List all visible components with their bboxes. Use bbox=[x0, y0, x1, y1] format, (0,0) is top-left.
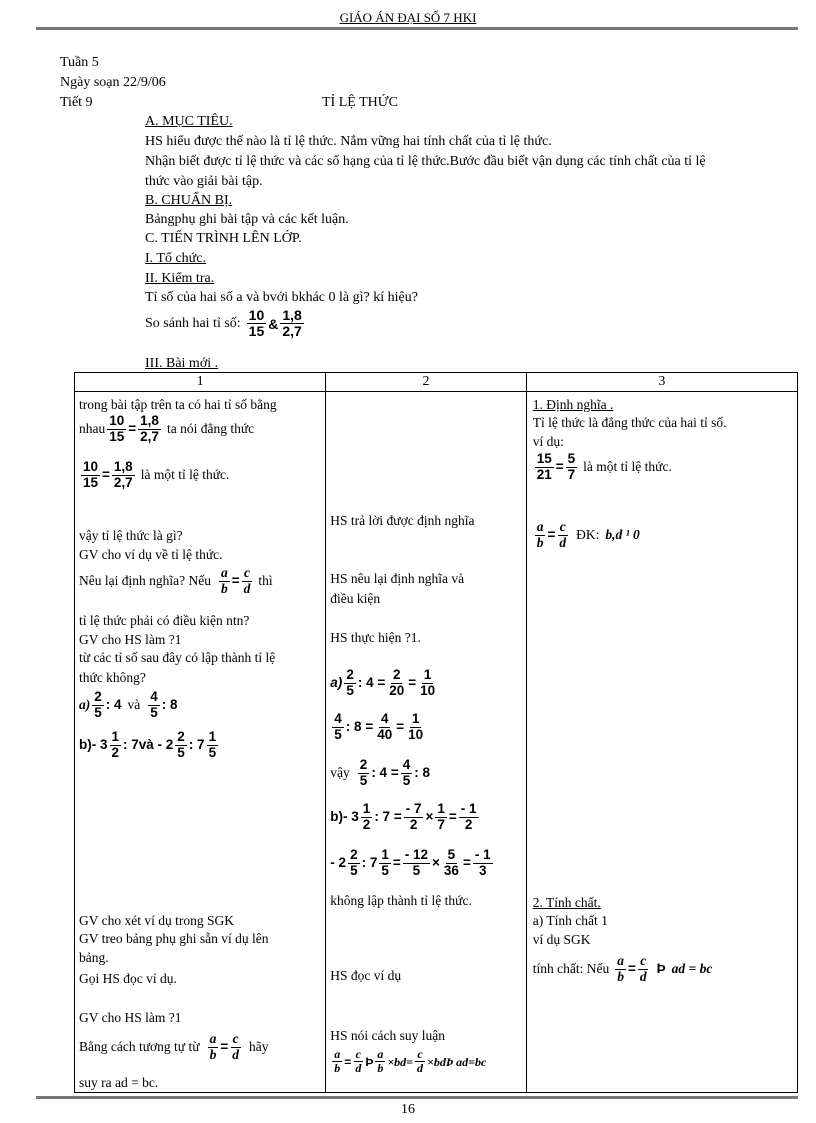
c2-line: HS nói cách suy luận bbox=[330, 1028, 446, 1043]
fraction: $\frac{c}{d}$ bbox=[559, 519, 567, 550]
preparation-heading: B. CHUẨN BỊ. bbox=[145, 193, 233, 208]
c2-conclusion-a: vậy $\frac{2}{5}$ : 4 = $\frac{4}{5}$ : 8 bbox=[330, 757, 430, 788]
c2-line: không lập thành tỉ lệ thức. bbox=[330, 893, 472, 908]
fraction: $\frac{5}{7}$ bbox=[567, 451, 576, 482]
fraction: $\frac{2}{5}$ bbox=[350, 847, 358, 878]
c1-exercise-a bbox=[79, 690, 178, 721]
fraction: $\frac{a}{b}$ bbox=[220, 565, 228, 596]
c1-line: trong bài tập trên ta có hai tỉ số bằng bbox=[79, 397, 277, 412]
c2-line: điều kiện bbox=[330, 591, 381, 606]
c1-text: hãy bbox=[248, 1039, 269, 1055]
fraction: $\frac{- 1}{2}$ bbox=[460, 801, 477, 832]
fraction-10-15: $\frac{10}{15}$ bbox=[248, 307, 265, 340]
board-column bbox=[526, 392, 797, 1093]
fraction: $\frac{2}{5}$ bbox=[359, 757, 368, 788]
c3-condition: $\frac{a}{b}$ = $\frac{c}{d}$ ĐK: b,d ¹ 0 bbox=[536, 519, 640, 550]
footer-rule bbox=[36, 1096, 798, 1099]
c3-line: a) Tính chất 1 bbox=[532, 913, 608, 928]
c1-text: a) bbox=[79, 697, 91, 713]
fraction: $\frac{4}{5}$ bbox=[150, 689, 158, 720]
c1-text: : 8 bbox=[161, 697, 178, 713]
c2-calc-a2: $\frac{4}{5}$ : 8 = $\frac{4}{40}$ = $\frac{1}{10}$ bbox=[334, 711, 424, 742]
c3-line: Tỉ lệ thức là đẳng thức của hai tỉ số. bbox=[532, 415, 727, 430]
fraction: $\frac{5}{36}$ bbox=[443, 847, 459, 878]
page-header-title: GIÁO ÁN ĐẠI SỐ 7 HKI bbox=[339, 10, 477, 25]
objectives-line-3: thức vào giải bài tập. bbox=[145, 174, 263, 189]
fraction: $\frac{1}{2}$ bbox=[362, 801, 371, 832]
c1-text: và bbox=[127, 697, 141, 713]
c1-text: : 7và - 2 bbox=[123, 737, 174, 753]
fraction: $\frac{- 1}{3}$ bbox=[474, 847, 491, 878]
c1-text: ta nói đẳng thức bbox=[166, 421, 255, 437]
c1-text: Nêu lại định nghĩa? Nếu bbox=[79, 573, 211, 589]
lesson-table bbox=[74, 372, 798, 1093]
definition-heading: 1. Định nghĩa . bbox=[532, 397, 614, 412]
c1-text: : 4 bbox=[105, 697, 122, 713]
organization-heading: I. Tổ chức. bbox=[145, 251, 206, 266]
equals-sign: = bbox=[128, 421, 137, 437]
compare-ratios bbox=[145, 308, 306, 340]
header-rule bbox=[36, 27, 798, 30]
c2-calc-b: b)- 3 $\frac{1}{2}$ : 7 = $\frac{- 7}{2}$ × $\frac{1}{7}$ = $\frac{- 1}{2}$ bbox=[330, 801, 477, 832]
c3-line: ví dụ SGK bbox=[532, 932, 591, 947]
preparation-line-1: Bảngphụ ghi bài tập và các kết luận. bbox=[145, 212, 349, 227]
fraction: $\frac{4}{5}$ bbox=[402, 757, 411, 788]
c1-definition-row bbox=[79, 566, 273, 597]
fraction: $\frac{c}{d}$ bbox=[355, 1047, 362, 1076]
fraction: $\frac{1,8}{2,7}$ bbox=[140, 413, 159, 444]
c2-derivation: $\frac{a}{b}$ = $\frac{c}{d}$ Þ $\frac{a}{b}$ ×bd= $\frac{c}{d}$ ×bdÞ ad=bc bbox=[334, 1047, 487, 1076]
fraction: $\frac{1}{10}$ bbox=[408, 711, 424, 742]
fraction: $\frac{a}{b}$ bbox=[377, 1047, 384, 1076]
fraction: $\frac{c}{d}$ bbox=[639, 953, 647, 984]
fraction: $\frac{1}{10}$ bbox=[420, 667, 436, 698]
c1-line: suy ra ad = bc. bbox=[79, 1075, 159, 1090]
fraction: $\frac{c}{d}$ bbox=[417, 1047, 424, 1076]
fraction: $\frac{c}{d}$ bbox=[232, 1031, 239, 1062]
c1-line: GV treo bảng phụ ghi sẵn ví dụ lên bbox=[79, 931, 269, 946]
objectives-heading: A. MỤC TIÊU. bbox=[145, 114, 233, 129]
fraction: $\frac{c}{d}$ bbox=[243, 565, 251, 596]
fraction: $\frac{2}{5}$ bbox=[94, 689, 102, 720]
c2-line: HS trả lời được định nghĩa bbox=[330, 513, 475, 528]
c1-text: : 7 bbox=[188, 737, 205, 753]
fraction: $\frac{- 7}{2}$ bbox=[405, 801, 422, 832]
c1-text: Bằng cách tương tự từ bbox=[79, 1039, 200, 1055]
c1-line: bảng. bbox=[79, 950, 109, 965]
fraction: $\frac{2}{5}$ bbox=[177, 729, 185, 760]
column-header-3: 3 bbox=[526, 373, 797, 392]
procedure-heading: C. TIẾN TRÌNH LÊN LỚP. bbox=[145, 231, 302, 246]
c1-text: nhau bbox=[79, 421, 106, 437]
column-header-1: 1 bbox=[75, 373, 326, 392]
fraction: $\frac{4}{5}$ bbox=[334, 711, 342, 742]
c2-line: HS nêu lại định nghĩa và bbox=[330, 571, 465, 586]
c2-line: HS thực hiện ?1. bbox=[330, 630, 421, 645]
c1-proportion-row bbox=[79, 460, 229, 491]
property-heading: 2. Tính chất. bbox=[532, 895, 601, 910]
equals-sign: = bbox=[102, 467, 110, 483]
fraction: $\frac{10}{15}$ bbox=[83, 459, 99, 490]
c1-line: GV cho HS làm ?1 bbox=[79, 1010, 182, 1025]
c1-line: thức không? bbox=[79, 670, 146, 685]
c2-calc-a: a) $\frac{2}{5}$ : 4 = $\frac{2}{20}$ = $\frac{1}{10}$ bbox=[330, 667, 436, 698]
fraction: $\frac{a}{b}$ bbox=[209, 1031, 217, 1062]
objectives-line-2: Nhận biết được tỉ lệ thức và các số hạng của tỉ lệ thức.Bước đầu biết vận dụng các tính chất của tỉ lệ bbox=[145, 154, 706, 169]
c3-example: $\frac{15}{21}$ = $\frac{5}{7}$ là một tỉ lệ thức. bbox=[536, 451, 672, 482]
c1-derive-row bbox=[79, 1032, 268, 1063]
date-label: Ngày soạn 22/9/06 bbox=[60, 75, 166, 90]
fraction: $\frac{1}{5}$ bbox=[381, 847, 389, 878]
equals-sign: = bbox=[220, 1039, 229, 1055]
ampersand: & bbox=[268, 315, 279, 332]
c1-equality-row bbox=[79, 414, 254, 445]
fraction: $\frac{a}{b}$ bbox=[536, 519, 544, 550]
week-label: Tuần 5 bbox=[60, 55, 99, 70]
c1-line: GV cho ví dụ về tỉ lệ thức. bbox=[79, 547, 223, 562]
fraction: $\frac{2}{5}$ bbox=[346, 667, 354, 698]
c3-property: tính chất: Nếu $\frac{a}{b}$ = $\frac{c}{d}$ Þ ad = bc bbox=[532, 953, 713, 984]
fraction: $\frac{1}{7}$ bbox=[437, 801, 445, 832]
fraction: $\frac{1,8}{2,7}$ bbox=[113, 459, 133, 490]
fraction: $\frac{a}{b}$ bbox=[617, 953, 624, 984]
lesson-title: TỈ LỆ THỨC bbox=[322, 95, 398, 110]
new-lesson-heading: III. Bài mới . bbox=[145, 356, 219, 371]
c1-line: vậy tỉ lệ thức là gì? bbox=[79, 528, 183, 543]
fraction: $\frac{a}{b}$ bbox=[334, 1047, 341, 1076]
column-header-2: 2 bbox=[326, 373, 526, 392]
fraction: $\frac{2}{20}$ bbox=[389, 667, 405, 698]
fraction: $\frac{- 12}{5}$ bbox=[404, 847, 429, 878]
fraction-1-8-2-7: $\frac{1,8}{2,7}$ bbox=[282, 307, 302, 340]
c1-line: Gọi HS đọc ví dụ. bbox=[79, 971, 177, 986]
c1-line: từ các tỉ số sau đây có lập thành tỉ lệ bbox=[79, 650, 276, 665]
fraction: $\frac{1}{2}$ bbox=[111, 729, 120, 760]
compare-label: So sánh hai tỉ số: bbox=[145, 315, 241, 331]
student-column bbox=[326, 392, 526, 1093]
fraction: $\frac{15}{21}$ bbox=[536, 451, 552, 482]
equals-sign: = bbox=[231, 573, 240, 589]
c1-line: GV cho HS làm ?1 bbox=[79, 632, 182, 647]
fraction: $\frac{10}{15}$ bbox=[109, 413, 125, 444]
c1-line: tỉ lệ thức phải có điều kiện ntn? bbox=[79, 613, 250, 628]
c1-exercise-b bbox=[79, 730, 220, 761]
check-heading: II. Kiểm tra. bbox=[145, 271, 215, 286]
c3-line: ví dụ: bbox=[532, 434, 564, 449]
fraction: $\frac{1}{5}$ bbox=[208, 729, 217, 760]
page-number: 16 bbox=[401, 1102, 415, 1117]
c2-line: HS đọc ví dụ bbox=[330, 968, 402, 983]
check-question: Tỉ số của hai số a và bvới bkhác 0 là gì? kí hiệu? bbox=[145, 290, 418, 305]
fraction: $\frac{4}{40}$ bbox=[377, 711, 393, 742]
objectives-line-1: HS hiểu được thế nào là tỉ lệ thức. Nắm vững hai tính chất của tỉ lệ thức. bbox=[145, 134, 552, 149]
c1-text: b)- 3 bbox=[79, 737, 108, 753]
teacher-column bbox=[75, 392, 326, 1093]
c1-text: là một tỉ lệ thức. bbox=[140, 467, 230, 483]
c2-calc-b2: - 2 $\frac{2}{5}$ : 7 $\frac{1}{5}$ = $\frac{- 12}{5}$ × $\frac{5}{36}$ = $\frac{- 1}{3}$ bbox=[330, 847, 491, 878]
period-label: Tiết 9 bbox=[60, 95, 93, 110]
c1-line: GV cho xét ví dụ trong SGK bbox=[79, 913, 234, 928]
c1-text: thì bbox=[258, 573, 273, 589]
